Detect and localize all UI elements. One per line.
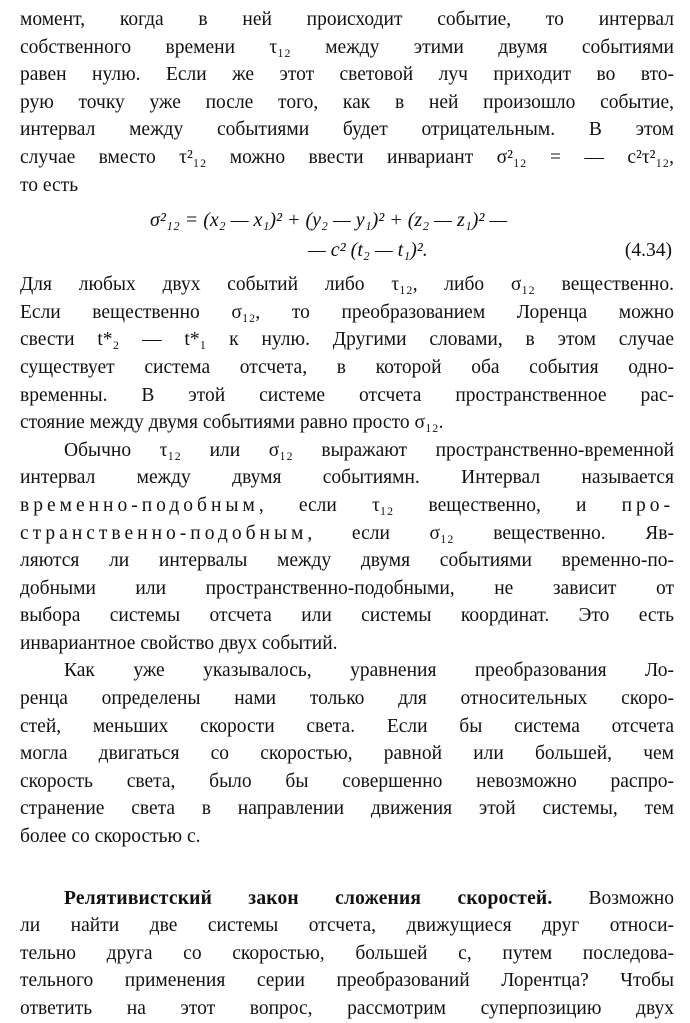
text-line: выбора системы отсчета или системы координат. Это есть <box>20 605 674 627</box>
paragraph-interval-types <box>20 437 674 658</box>
text-line: равен нулю. Если же этот световой луч приходит во вто- <box>20 64 674 86</box>
paragraph-real-interval <box>20 271 674 437</box>
equation-line-2: — c² (t₂ — t₁)². <box>308 239 428 262</box>
section-gap <box>20 851 674 885</box>
text-line: ляются ли интервалы между двумя событиями временно-по- <box>20 550 674 572</box>
text-line <box>20 885 674 913</box>
text-line: временны. В этой системе отсчета пространственное рас- <box>20 384 674 406</box>
text-line: стей, меньших скорости света. Если бы система отсчета <box>20 715 674 737</box>
text-line: Как уже указывалось, уравнения преобразования Ло- <box>64 660 674 682</box>
text-line <box>20 492 674 520</box>
text-line: странение света в направлении движения этой системы, тем <box>20 798 674 820</box>
text-fragment: Возможно <box>552 887 674 909</box>
text-line: то есть <box>20 174 79 196</box>
section-heading: Релятивистский закон сложения скоростей. <box>64 887 553 909</box>
text-line: интервал между двумя событиямн. Интервал называется <box>20 467 674 489</box>
paragraph-lorentz-limits <box>20 657 674 850</box>
text-line: ли найти две системы отсчета, движущиеся друг относи- <box>20 915 674 937</box>
text-fragment: , если σ₁₂ вещественно. Яв- <box>307 522 674 544</box>
text-line: момент, когда в ней происходит событие, то интервал <box>20 9 674 30</box>
text-line: скорость света, было бы совершенно невозможно распро- <box>20 770 674 792</box>
term-spacelike-start: про- <box>621 494 674 516</box>
section-velocity-addition <box>20 885 674 1023</box>
text-line: могла двигаться со скоростью, равной или большей, чем <box>20 743 674 765</box>
text-line: Если вещественно σ₁₂, то преобразованием Лоренца можно <box>20 301 674 323</box>
text-line: более со скоростью c. <box>20 826 201 848</box>
text-line: собственного времени τ₁₂ между этими двумя событиями <box>20 36 674 58</box>
text-line <box>20 520 674 548</box>
text-line: инвариантное свойство двух событий. <box>20 632 338 654</box>
text-line: существует система отсчета, в которой оба события одно- <box>20 356 674 378</box>
text-line: рую точку уже после того, как в ней произошло событие, <box>20 91 674 113</box>
text-line: добными или пространственно-подобными, не зависит от <box>20 577 674 599</box>
text-line: тельно друга со скоростью, большей c, путем последова- <box>20 942 674 964</box>
text-line: случае вместо τ²₁₂ можно ввести инвариант σ²₁₂ = — c²τ²₁₂, <box>20 146 674 168</box>
text-line: Обычно τ₁₂ или σ₁₂ выражают пространственно-временной <box>64 439 674 461</box>
paragraph-light-ray <box>20 6 674 199</box>
equation-4-34 <box>20 205 674 267</box>
term-spacelike-end: странственно-подобным <box>20 522 308 544</box>
text-fragment: , если τ₁₂ вещественно, и <box>258 494 622 516</box>
text-line: тельного применения серии преобразований Лорентца? Чтобы <box>20 970 674 992</box>
text-line: стояние между двумя событиями равно просто σ₁₂. <box>20 412 444 434</box>
text-line: интервал между событиями будет отрицательным. В этом <box>20 119 674 141</box>
equation-line-1: σ²₁₂ = (x₂ — x₁)² + (y₂ — y₁)² + (z₂ — z₁)² — <box>150 209 508 232</box>
text-line: Для любых двух событий либо τ₁₂, либо σ₁₂ вещественно. <box>20 274 674 296</box>
equation-number: (4.34) <box>624 240 672 262</box>
text-line: ренца определены нами только для относительных скоро- <box>20 688 674 710</box>
term-timelike: временно-подобным <box>20 494 259 516</box>
text-line: ответить на этот вопрос, рассмотрим суперпозицию двух <box>20 998 674 1019</box>
text-line: свести t*₂ — t*₁ к нулю. Другими словами, в этом случае <box>20 329 674 351</box>
